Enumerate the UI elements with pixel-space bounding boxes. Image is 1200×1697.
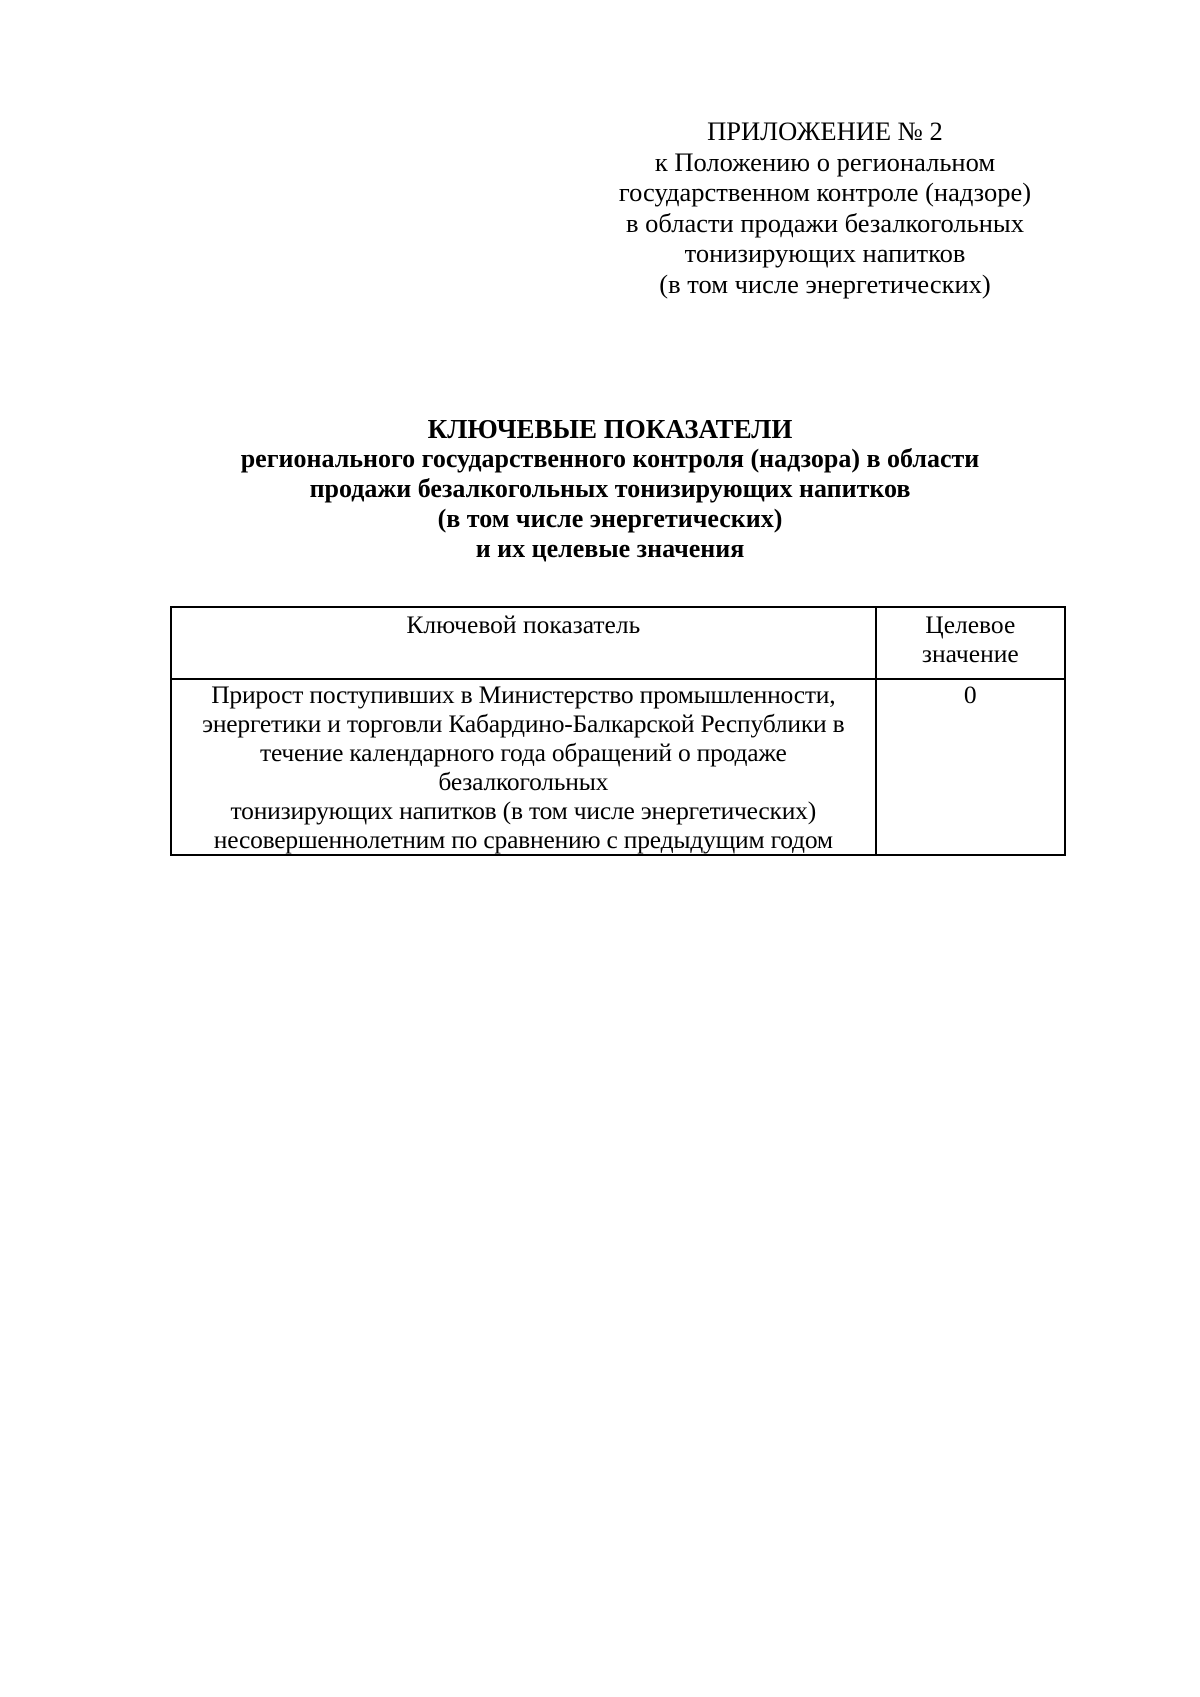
header-target-value (876, 607, 1065, 679)
appendix-number: ПРИЛОЖЕНИЕ № 2 (707, 116, 943, 146)
header-target-line: Целевое (925, 610, 1016, 639)
appendix-line: к Положению о региональном (654, 146, 996, 177)
indicators-table (170, 606, 1066, 856)
document-subtitle-line: продажи безалкогольных тонизирующих напитков (309, 474, 911, 503)
document-subtitle-line: (в том числе энергетических) (437, 504, 783, 533)
document-subtitle-line: регионального государственного контроля (надзора) в области (240, 444, 980, 473)
indicator-cell (171, 679, 876, 855)
table-row (171, 679, 1065, 855)
header-indicator: Ключевой показатель (171, 607, 876, 679)
appendix-line: тонизирующих напитков (684, 238, 966, 268)
document-heading (160, 414, 1060, 564)
document-subtitle-line: и их целевые значения (475, 534, 745, 563)
indicator-text-line: энергетики и торговли Кабардино-Балкарской Республики в (202, 709, 845, 738)
indicator-text-line: несовершеннолетним по сравнению с предыдущим годом (213, 825, 833, 854)
indicator-text-line: Прирост поступивших в Министерство промышленности, (211, 680, 836, 709)
indicator-text-line: тонизирующих напитков (в том числе энергетических) (230, 796, 817, 825)
appendix-line: (в том числе энергетических) (659, 268, 991, 299)
appendix-line: в области продажи безалкогольных (626, 207, 1024, 238)
target-value-cell: 0 (876, 679, 1065, 855)
table-header-row (171, 607, 1065, 679)
header-target-line: значение (921, 639, 1019, 668)
appendix-line: государственном контроле (надзоре) (618, 177, 1032, 207)
appendix-block (590, 116, 1060, 299)
document-title: КЛЮЧЕВЫЕ ПОКАЗАТЕЛИ (427, 414, 793, 444)
indicator-text-line: течение календарного года обращений о продаже безалкогольных (260, 738, 787, 796)
